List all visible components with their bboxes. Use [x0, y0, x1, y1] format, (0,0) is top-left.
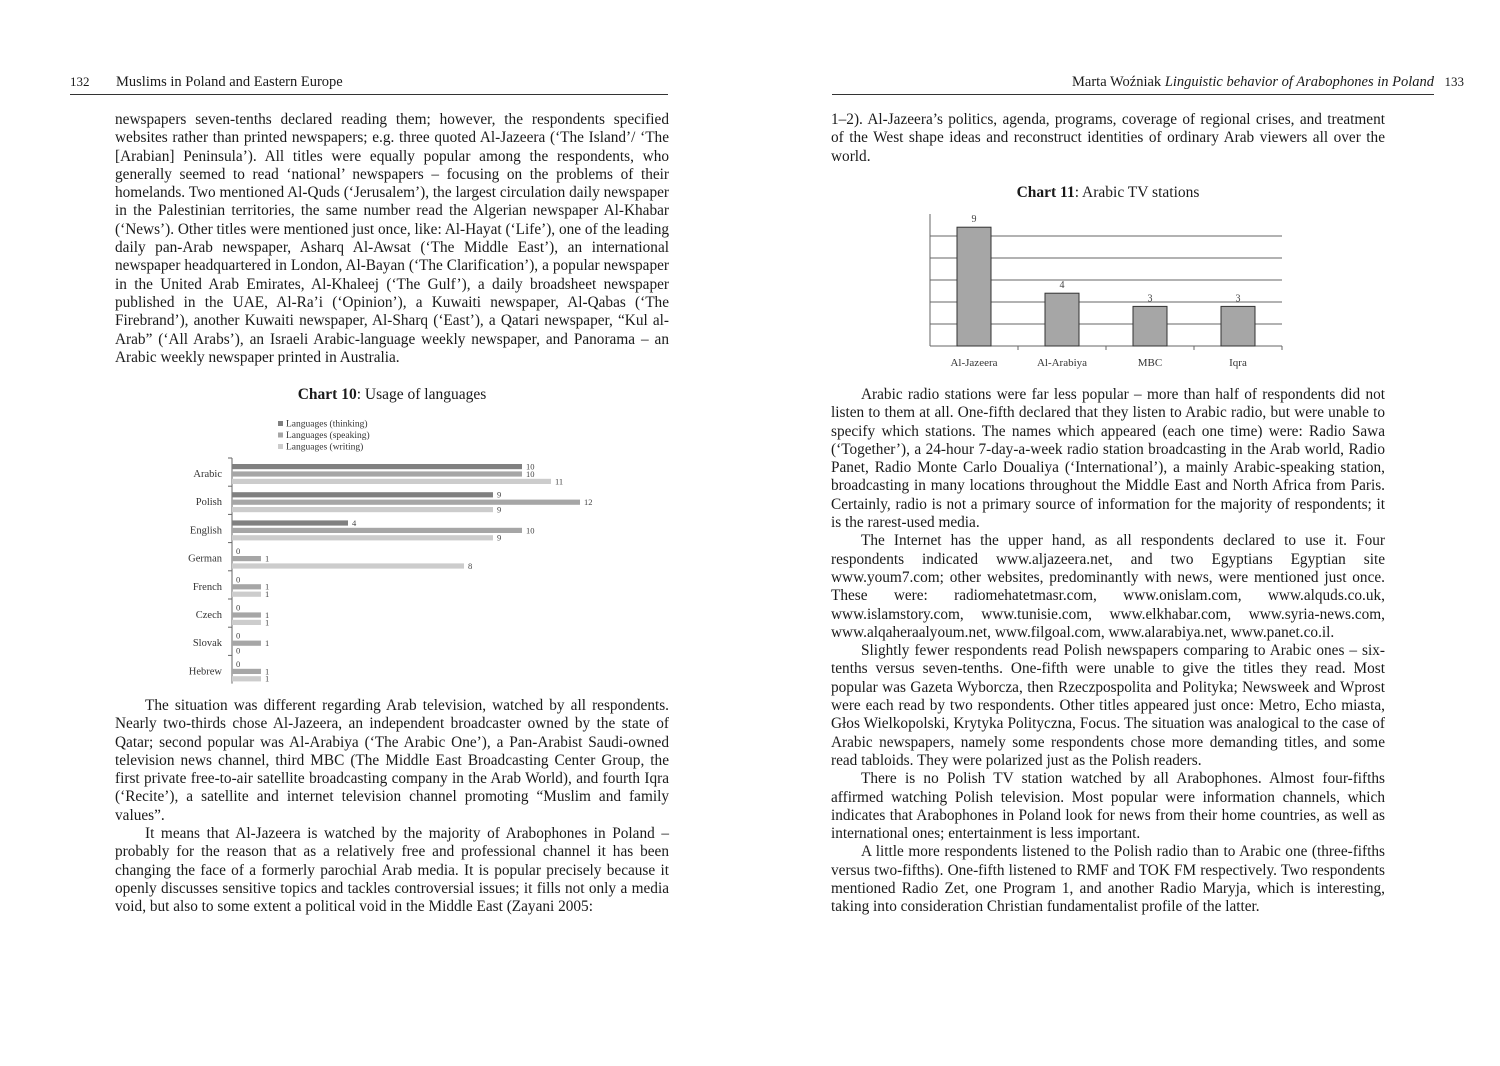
bar [232, 535, 493, 540]
category-label: Polish [195, 497, 222, 509]
data-label: 1 [265, 609, 270, 620]
data-label: 8 [468, 560, 473, 571]
data-label: 9 [497, 489, 502, 500]
page-number: 133 [1444, 74, 1464, 89]
bar [232, 507, 493, 512]
legend-label: Languages (writing) [286, 442, 364, 453]
data-label: 10 [526, 461, 535, 472]
data-label: 3 [1147, 293, 1153, 305]
category-label: English [189, 525, 222, 537]
data-label: 9 [497, 504, 502, 515]
paragraph: The Internet has the upper hand, as all respondents declared to use it. Four respondents indicated www.aljazeera.net, and two Egyptians Egyptian site www.youm7.com; other websites, predominantly with news, were mentioned just once. These were: radiomehatetmasr.com, www.onislam.com, www.alquds.co.uk, www.islamstory.com, www.tunisie.com, www.elkhabar.com, www.syria-news.com, www.alqaheraalyoum.net, www.filgoal.com, www.alarabiya.net, www.panet.co.il. [831, 532, 1385, 641]
running-header-right [832, 72, 1464, 95]
category-label: Czech [195, 610, 222, 621]
bar [1133, 306, 1167, 346]
legend-swatch [278, 421, 283, 426]
data-label: 0 [236, 602, 241, 613]
data-label: 1 [265, 553, 270, 564]
bar [232, 471, 522, 476]
bar [232, 592, 261, 597]
bar [232, 479, 551, 484]
chart-caption: : Arabic TV stations [1074, 184, 1200, 201]
paragraph: newspapers seven-tenths declared reading them; however, the respondents specified websites rather than printed newspapers; e.g. three quoted Al-Jazeera (‘The Island’/ ‘The [Arabian] Peninsula’). All titles were equally popular among the respondents, who generally seemed to read ‘national’ newspapers – focusing on the problems of their homelands. Two mentioned Al-Quds (‘Jerusalem’), the largest circulation daily newspaper in the Palestinian territories, the same number read the Algerian newspaper Al-Khabar (‘News’). Other titles were mentioned just once, like: Al-Hayat (‘Life’), one of the leading daily pan-Arab newspaper, Asharq Al-Awsat (‘The Middle East’), an international newspaper headquartered in London, Al-Bayan (‘The Clarification’), a popular newspaper in the United Arab Emirates, Al-Khaleej (‘The Gulf’), a daily broadsheet newspaper published in the UAE, Al-Ra’i (‘Opinion’), a Kuwaiti newspaper, Al-Qabas (‘The Firebrand’), another Kuwaiti newspaper, Al-Sharq (‘East’), a Qatari newspaper, “Kul al-Arab” (‘All Arabs’), an Israeli Arabic-language weekly newspaper, and Panorama – an Arabic weekly newspaper printed in Australia. [115, 111, 669, 366]
data-label: 1 [265, 666, 270, 677]
chart-caption: : Usage of languages [356, 386, 487, 403]
category-label: German [188, 553, 222, 565]
bar [232, 556, 261, 561]
category-label: MBC [1137, 357, 1163, 369]
running-title: Muslims in Poland and Eastern Europe [116, 74, 343, 90]
bar [232, 520, 348, 525]
data-label: 4 [352, 517, 357, 528]
running-author: Marta Woźniak [1072, 74, 1162, 90]
bar [957, 227, 991, 346]
bar [232, 669, 261, 674]
data-label: 4 [1059, 280, 1065, 292]
bar [232, 620, 261, 625]
data-label: 3 [1235, 293, 1241, 305]
category-label: Slovak [192, 638, 222, 650]
category-label: French [192, 581, 222, 593]
category-label: Al-Arabiya [1036, 357, 1088, 369]
bar [232, 612, 261, 617]
data-label: 1 [265, 617, 270, 628]
data-label: 1 [265, 638, 270, 649]
bar [232, 563, 464, 568]
right-page [750, 0, 1500, 1066]
page-number: 132 [70, 74, 90, 89]
paragraph: It means that Al-Jazeera is watched by the majority of Arabophones in Poland – probably for the reason that as a relatively free and professional channel it has been changing the face of a formerly parochial Arab media. It is popular precisely because it openly discusses sensitive topics and tackles controversial issues; it fills not only a media void, but also to some extent a political void in the Middle East (Zayani 2005: [115, 825, 669, 916]
paragraph: 1–2). Al-Jazeera’s politics, agenda, programs, coverage of regional crises, and treatment of the West shape ideas and reconstruct identities of ordinary Arab viewers all over the world. [831, 111, 1385, 165]
paragraph: Slightly fewer respondents read Polish newspapers comparing to Arabic ones – six-tenths versus seven-tenths. One-fifth were unable to give the titles they read. Most popular was Gazeta Wyborcza, then Rzeczpospolita and Polityka; Newsweek and Wprost were each read by two respondents. Other titles appeared just once: Metro, Echo miasta, Głos Wielkopolski, Krytyka Polityczna, Focus. The situation was analogical to the case of Arabic newspapers, namely some respondents chose more demanding titles, and some read tabloids. They were polarized just as the Polish readers. [831, 642, 1385, 769]
data-label: 1 [265, 673, 270, 684]
chart-label: Chart 10 [297, 386, 357, 403]
data-label: 10 [526, 468, 535, 479]
chart-10-usage-of-languages [150, 412, 650, 692]
running-head-text [1072, 72, 1434, 92]
paragraph: A little more respondents listened to the Polish radio than to Arabic one (three-fifths versus two-fifths). One-fifth listened to RMF and TOK FM respectively. Two respondents mentioned Radio Zet, one Program 1, and another Radio Maryja, which is interesting, taking into consideration Christian fundamentalist profile of the latter. [831, 843, 1385, 916]
data-label: 12 [584, 497, 593, 508]
paragraph: The situation was different regarding Arab television, watched by all respondents. Nearly two-thirds chose Al-Jazeera, an independent broadcaster owned by the state of Qatar; second popular was Al-Arabiya (‘The Arabic One’), a Pan-Arabist Saudi-owned television news channel, third MBC (The Middle East Broadcasting Center Group, the first private free-to-air satellite broadcasting company in the Arab World), and fourth Iqra (‘Recite’), a satellite and internet television channel promoting “Muslim and family values”. [115, 697, 669, 824]
data-label: 9 [497, 532, 502, 543]
data-label: 0 [236, 546, 241, 557]
chart-11-title [831, 184, 1385, 202]
paragraph: Arabic radio stations were far less popular – more than half of respondents did not listen to them at all. One-fifth declared that they listen to Arabic radio, but were unable to specify which stations. The names which appeared (each one time) were: Radio Sawa (‘Together’), a 24-hour 7-day-a-week radio station broadcasting in the Arab world, Radio Panet, Radio Monte Carlo Doualiya (‘International’), a mainly Arabic-speaking station, broadcasting in many locations throughout the Middle East and North Africa from Paris. Certainly, radio is not a primary source of information for the majority of respondents; it is the rarest-used media. [831, 386, 1385, 532]
chart-label: Chart 11 [1016, 184, 1075, 201]
right-body-top [831, 111, 1385, 166]
running-title: Linguistic behavior of Arabophones in Poland [1164, 74, 1434, 90]
data-label: 0 [236, 630, 241, 641]
chart-10-title [115, 386, 669, 404]
legend-label: Languages (speaking) [286, 431, 370, 441]
bar [1221, 306, 1255, 346]
data-label: 11 [555, 476, 564, 487]
right-body-bottom [831, 386, 1385, 917]
bar [232, 500, 580, 505]
data-label: 1 [265, 589, 270, 600]
left-body-top [115, 111, 669, 367]
category-label: Al-Jazeera [950, 357, 998, 369]
legend-label: Languages (thinking) [286, 419, 368, 430]
category-label: Arabic [193, 469, 222, 480]
data-label: 10 [526, 525, 535, 536]
data-label: 1 [265, 581, 270, 592]
left-body-bottom [115, 697, 669, 917]
chart-11-arabic-tv-stations [920, 206, 1290, 376]
bar [232, 584, 261, 589]
bar [1045, 293, 1079, 346]
paragraph: There is no Polish TV station watched by all Arabophones. Almost four-fifths affirmed watching Polish television. Most popular were information channels, which indicates that Arabophones in Poland look for news from their home countries, as well as international ones; entertainment is less important. [831, 770, 1385, 843]
bar [232, 492, 493, 497]
data-label: 0 [236, 645, 241, 656]
data-label: 0 [236, 658, 241, 669]
data-label: 9 [971, 214, 977, 226]
category-label: Iqra [1229, 357, 1247, 369]
bar [232, 528, 522, 533]
bar [232, 464, 522, 469]
legend-swatch [278, 444, 283, 449]
data-label: 0 [236, 574, 241, 585]
bar [232, 676, 261, 681]
legend-swatch [278, 433, 283, 438]
running-header-left [70, 72, 668, 95]
category-label: Hebrew [188, 666, 222, 678]
